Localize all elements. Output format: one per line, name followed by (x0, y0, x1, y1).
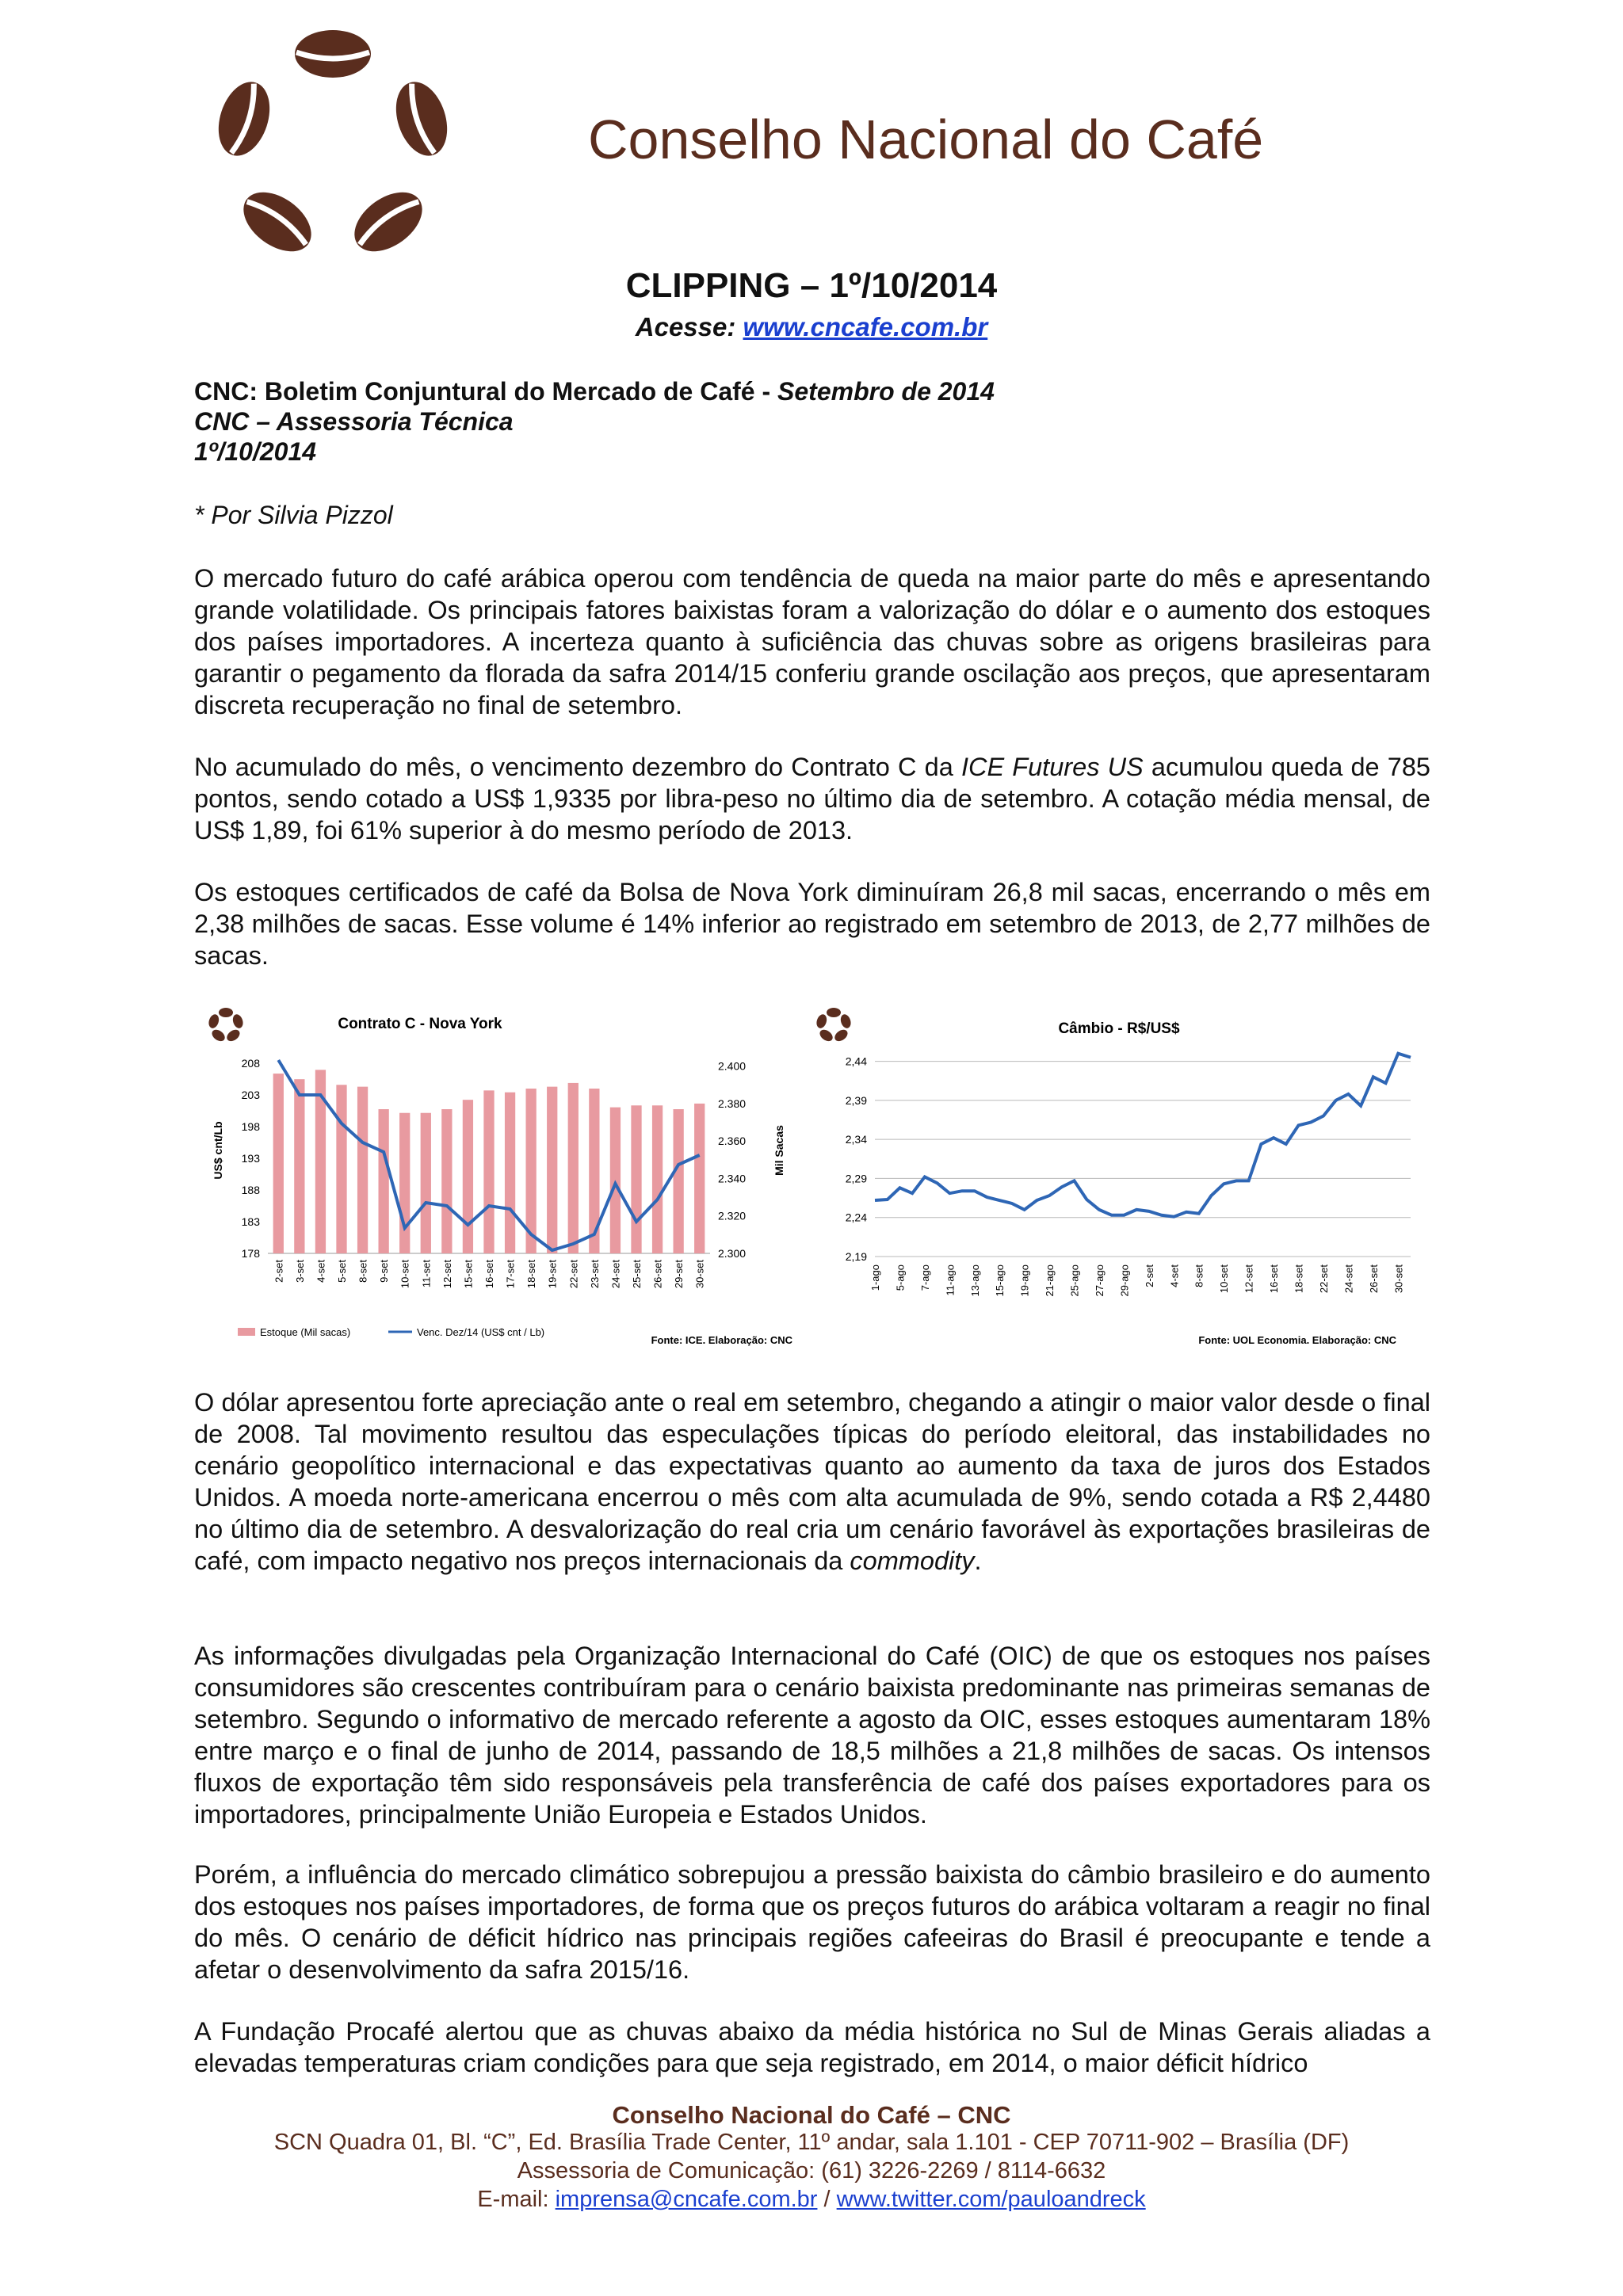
footer-org: Conselho Nacional do Café – CNC (612, 2101, 1011, 2129)
paragraph-3-text: Os estoques certificados de café da Bolsa de Nova York diminuíram 26,8 mil sacas, encerrando o mês em 2,38 milhões de sacas. Esse volume é 14% inferior ao registrado em setembro de 2013, de 2,77 milhões de sacas. (194, 878, 1430, 970)
y-tick-label: 188 (241, 1184, 260, 1196)
series-line (875, 1054, 1411, 1217)
x-tick-label: 8-set (357, 1260, 369, 1283)
p4-text-b: . (974, 1547, 982, 1575)
y-tick-label: 203 (241, 1089, 260, 1101)
x-tick-label: 22-set (567, 1260, 580, 1289)
x-tick-label: 2-set (1143, 1264, 1155, 1287)
twitter-link[interactable]: www.twitter.com/pauloandreck (836, 2187, 1146, 2212)
bar (547, 1087, 557, 1253)
x-tick-label: 1-ago (869, 1264, 881, 1291)
article-date: 1º/10/2014 (194, 437, 317, 466)
x-tick-label: 11-set (420, 1260, 433, 1288)
x-tick-label: 18-set (525, 1260, 538, 1289)
logo-bean (815, 1013, 828, 1030)
x-tick-label: 30-set (693, 1260, 706, 1289)
x-tick-label: 16-set (1268, 1264, 1281, 1294)
bar (421, 1113, 431, 1253)
x-tick-label: 5-set (336, 1260, 348, 1283)
bar (336, 1085, 346, 1253)
bar (441, 1109, 452, 1253)
paragraph-7 (194, 2016, 1430, 2079)
footer-contacts (0, 2187, 1623, 2213)
x-tick-label: 21-ago (1044, 1264, 1056, 1297)
legend-label-line: Venc. Dez/14 (US$ cnt / Lb) (417, 1326, 545, 1338)
bar (568, 1083, 579, 1253)
x-tick-label: 22-set (1317, 1264, 1330, 1294)
bar (652, 1105, 663, 1253)
coffee-beans-ring-icon (214, 22, 452, 276)
paragraph-7-text: A Fundação Procafé alertou que as chuvas abaixo da média histórica no Sul de Minas Gerais aliadas a elevadas temperaturas criam condições para que seja registrado, em 2014, o maior déficit hídrico (194, 2017, 1430, 2077)
bar (294, 1079, 304, 1253)
footer-separator: / (817, 2187, 837, 2212)
y-tick-label: 2,39 (845, 1093, 867, 1107)
x-tick-label: 4-set (315, 1260, 327, 1283)
x-tick-label: 9-set (378, 1260, 391, 1283)
x-tick-label: 4-set (1168, 1264, 1181, 1287)
x-tick-label: 23-set (588, 1260, 601, 1289)
y2-axis-label: Mil Sacas (773, 1125, 785, 1176)
footer-address: SCN Quadra 01, Bl. “C”, Ed. Brasília Trade Center, 11º andar, sala 1.101 - CEP 70711-902 – Brasília (DF) (273, 2130, 1350, 2155)
access-label: Acesse: (635, 312, 743, 341)
article-headline (194, 377, 995, 406)
chart-title: Contrato C - Nova York (338, 1016, 502, 1032)
paragraph-3 (194, 876, 1430, 971)
x-tick-label: 3-set (293, 1260, 306, 1283)
paragraph-5-text: As informações divulgadas pela Organização Internacional do Café (OIC) de que os estoques nos países consumidores são crescentes contribuíram para o cenário baixista predominante nas primeiras semanas de setembro. Segundo o informativo de mercado referente a agosto da OIC, esses estoques aumentaram 18% entre março e o final de junho de 2014, passando de 18,5 milhões a 21,8 milhões de sacas. Os intensos fluxos de exportação têm sido responsáveis pela transferência de café dos países exportadores para os importadores, principalmente União Europeia e Estados Unidos. (194, 1642, 1430, 1829)
chart-contrato-c-svg (190, 992, 792, 1356)
x-tick-label: 2-set (273, 1260, 285, 1283)
legend-swatch-bar (238, 1328, 255, 1336)
x-tick-label: 29-ago (1118, 1264, 1131, 1297)
x-tick-label: 26-set (1367, 1264, 1380, 1294)
y-tick-label: 183 (241, 1215, 260, 1228)
chart-title: Câmbio - R$/US$ (1058, 1020, 1180, 1037)
logo-bean (210, 1028, 227, 1043)
chart-cambio (802, 992, 1428, 1356)
y-tick-label: 2,19 (845, 1250, 867, 1263)
x-tick-label: 26-set (651, 1260, 664, 1289)
logo-bean (833, 1028, 850, 1043)
footer-phone: Assessoria de Comunicação: (61) 3226-2269 / 8114-6632 (517, 2158, 1106, 2183)
x-tick-label: 10-set (399, 1260, 411, 1289)
chart-logo-icon (815, 1008, 852, 1043)
y2-tick-label: 2.340 (718, 1172, 747, 1185)
chart-contrato-c (190, 992, 792, 1356)
logo-bean (225, 1028, 242, 1043)
paragraph-4 (194, 1386, 1430, 1577)
paragraph-1-text: O mercado futuro do café arábica operou com tendência de queda na maior parte do mês e apresentando grande volatilidade. Os principais fatores baixistas foram a valorização do dólar e o aumento dos estoques dos países importadores. A incerteza quanto à suficiência das chuvas sobre as origens brasileiras para garantir o pegamento da florada da safra 2014/15 conferiu grande oscilação aos preços, que apresentaram discreta recuperação no final de setembro. (194, 564, 1430, 719)
headline-italic: Setembro de 2014 (777, 377, 995, 406)
y2-tick-label: 2.320 (718, 1209, 747, 1222)
logo-bean (839, 1013, 853, 1030)
clipping-title: CLIPPING – 1º/10/2014 (625, 266, 998, 305)
email-link[interactable]: imprensa@cncafe.com.br (555, 2187, 818, 2212)
logo-bean (827, 1008, 841, 1017)
logo-bean (219, 1008, 233, 1017)
y-tick-label: 208 (241, 1057, 260, 1070)
p4-italic: commodity (850, 1547, 975, 1575)
x-tick-label: 27-ago (1093, 1264, 1106, 1297)
p2-text-a: No acumulado do mês, o vencimento dezembro do Contrato C da (194, 753, 961, 781)
bar (273, 1074, 284, 1253)
y2-tick-label: 2.360 (718, 1135, 747, 1148)
bar (483, 1090, 494, 1253)
x-tick-label: 24-set (609, 1260, 622, 1289)
x-tick-label: 18-set (1293, 1264, 1305, 1294)
y-tick-label: 2,44 (845, 1055, 867, 1068)
bar (694, 1104, 705, 1253)
bar (399, 1113, 410, 1253)
x-tick-label: 15-ago (994, 1264, 1006, 1297)
x-tick-label: 17-set (504, 1260, 517, 1289)
logo-beans (214, 30, 452, 263)
chart-cambio-svg (802, 992, 1428, 1356)
clipping-access (0, 312, 1623, 342)
x-tick-label: 19-ago (1018, 1264, 1031, 1297)
x-tick-label: 7-ago (918, 1264, 931, 1291)
paragraph-6-text: Porém, a influência do mercado climático sobrepujou a pressão baixista do câmbio brasileiro e do aumento dos estoques nos países importadores, de forma que os preços futuros do arábica voltaram a reagir no final do mês. O cenário de déficit hídrico nas principais regiões cafeeiras do Brasil é preocupante e tende a afetar o desenvolvimento da safra 2015/16. (194, 1860, 1430, 1984)
paragraph-5 (194, 1640, 1430, 1830)
x-tick-label: 12-set (1243, 1264, 1255, 1294)
x-tick-label: 25-set (631, 1260, 643, 1289)
headline-bold: CNC: Boletim Conjuntural do Mercado de Café - (194, 377, 778, 406)
bar (357, 1087, 368, 1253)
paragraph-2 (194, 751, 1430, 846)
bar (674, 1109, 684, 1253)
chart-source: Fonte: ICE. Elaboração: CNC (651, 1334, 792, 1346)
bar (505, 1093, 515, 1253)
x-tick-label: 30-set (1392, 1264, 1405, 1294)
x-tick-label: 16-set (483, 1260, 495, 1289)
email-label: E-mail: (477, 2187, 556, 2212)
article-author: * Por Silvia Pizzol (194, 501, 393, 529)
y-tick-label: 2,29 (845, 1172, 867, 1185)
y2-tick-label: 2.400 (718, 1059, 747, 1073)
x-tick-label: 13-ago (968, 1264, 981, 1297)
p2-text-b: acumulou queda de 785 pontos, sendo cotado a US$ 1,9335 por libra-peso no último dia de setembro. A cotação média mensal, de US$ 1,89, foi 61% superior à do mesmo período de 2013. (194, 753, 1430, 845)
bar (379, 1109, 389, 1253)
x-tick-label: 19-set (546, 1260, 559, 1289)
x-tick-label: 5-ago (894, 1264, 907, 1291)
y-tick-label: 198 (241, 1120, 260, 1133)
paragraph-6 (194, 1859, 1430, 1985)
chart-source: Fonte: UOL Economia. Elaboração: CNC (1198, 1334, 1396, 1346)
x-tick-label: 24-set (1342, 1264, 1355, 1294)
x-tick-label: 8-set (1193, 1264, 1205, 1287)
y-tick-label: 193 (241, 1152, 260, 1165)
site-link[interactable]: www.cncafe.com.br (743, 312, 988, 341)
y-axis-label: US$ cnt/Lb (212, 1121, 224, 1180)
bar (631, 1105, 641, 1253)
y-tick-label: 178 (241, 1247, 260, 1260)
logo-bean (231, 1013, 245, 1030)
article-source: CNC – Assessoria Técnica (194, 407, 514, 436)
x-tick-label: 11-ago (944, 1264, 957, 1296)
y2-tick-label: 2.380 (718, 1097, 747, 1110)
y-tick-label: 2,34 (845, 1133, 867, 1146)
bar (463, 1100, 473, 1253)
p2-italic: ICE Futures US (960, 753, 1144, 781)
x-tick-label: 29-set (673, 1260, 685, 1289)
p4-text-a: O dólar apresentou forte apreciação ante o real em setembro, chegando a atingir o maior valor desde o final de 2008. Tal movimento resultou das especulações típicas do período eleitoral, das instabilidades no cenário geopolítico internacional e das expectativas quanto ao aumento da taxa de juros dos Estados Unidos. A moeda norte-americana encerrou o mês com alta acumulada de 9%, sendo cotada a R$ 2,4480 no último dia de setembro. A desvalorização do real cria um cenário favorável às exportações brasileiras de café, com impacto negativo nos preços internacionais da (194, 1388, 1430, 1575)
x-tick-label: 10-set (1218, 1264, 1231, 1294)
y-tick-label: 2,24 (845, 1211, 867, 1224)
x-tick-label: 12-set (441, 1260, 453, 1289)
x-tick-label: 25-ago (1068, 1264, 1081, 1297)
x-tick-label: 15-set (462, 1260, 475, 1289)
org-title: Conselho Nacional do Café (588, 109, 1264, 170)
y2-tick-label: 2.300 (718, 1247, 747, 1260)
logo-bean (207, 1013, 220, 1030)
legend-label-bar: Estoque (Mil sacas) (260, 1326, 351, 1338)
logo-bean (818, 1028, 835, 1043)
bar (610, 1108, 621, 1253)
chart-logo-icon (207, 1008, 244, 1043)
paragraph-1 (194, 563, 1430, 721)
